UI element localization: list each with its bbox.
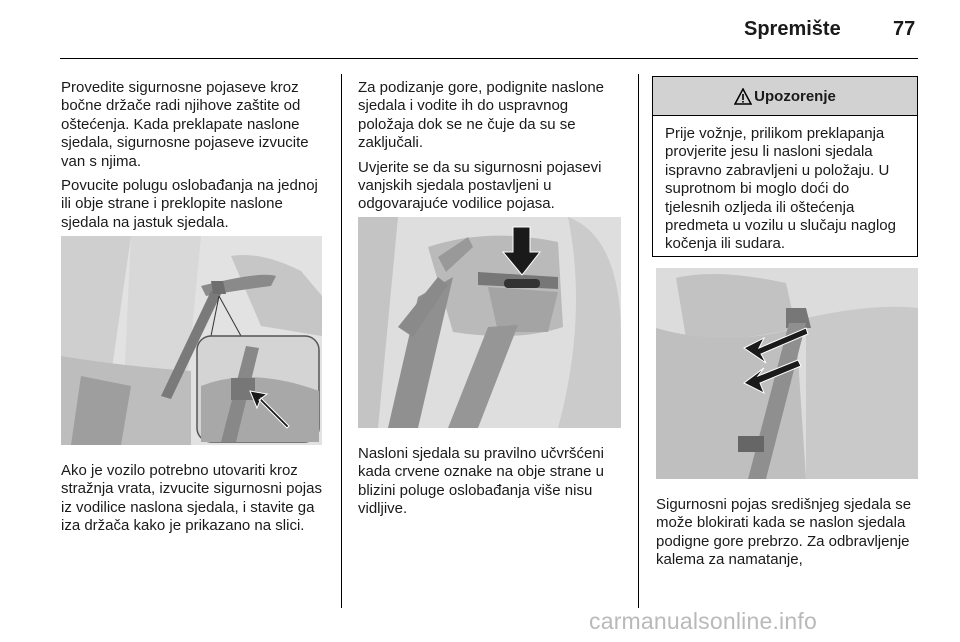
column-2-text (358, 79, 628, 220)
column-3-text-lower (656, 496, 922, 576)
paragraph: Uvjerite se da su sigurnosni pojasevi vanjskih sjedala postavljeni u odgovarajuće vodilice pojasa. (358, 158, 602, 213)
page-number: 77 (893, 18, 916, 40)
warning-box (652, 76, 918, 257)
column-2-text-lower (358, 445, 633, 525)
section-title: Spremište (744, 18, 841, 40)
column-divider-2 (638, 74, 639, 608)
paragraph: Ako je vozilo potrebno utovariti kroz stražnja vrata, izvucite sigurnosni pojas iz vodilice naslona sjedala, i stavite ga iza držača kako je prikazano na slici. (61, 462, 322, 535)
column-divider-1 (341, 74, 342, 608)
warning-header (653, 77, 917, 116)
watermark: carmanualsonline.info (589, 608, 817, 634)
paragraph: Povucite polugu oslobađanja na jednoj ili obje strane i preklopite naslone sjedala na jastuk sjedala. (61, 177, 318, 231)
warning-triangle-icon (734, 88, 752, 105)
column-1-text (61, 79, 329, 238)
header-divider (60, 58, 918, 59)
warning-body: Prije vožnje, prilikom preklapanja provjerite jesu li nasloni sjedala ispravno zabravljeni u položaju. U suprotnom bi moglo doći do tjelesnih ozljeda ili oštećenja predmeta u vozilu u slučaju naglog kočenja ili sudara. (665, 125, 896, 253)
column-1-text-lower (61, 462, 329, 542)
figure-seat-belt-holder (61, 236, 322, 445)
paragraph: Sigurnosni pojas središnjeg sjedala se može blokirati kada se naslon sjedala podigne gore prebrzo. Za odbravljenje kalema za namatanje, (656, 496, 912, 569)
paragraph: Za podizanje gore, podignite naslone sjedala i vodite ih do uspravnog položaja dok se ne čuje da su se zaključali. (358, 79, 605, 152)
figure-belt-guide (358, 217, 621, 428)
page-header (0, 0, 960, 62)
warning-title: Upozorenje (754, 87, 836, 105)
paragraph: Provedite sigurnosne pojaseve kroz bočne držače radi njihove zaštite od oštećenja. Kada preklapate naslone sjedala, sigurnosne pojaseve izvucite van s njima. (61, 79, 309, 170)
figure-center-belt (656, 268, 918, 479)
paragraph: Nasloni sjedala su pravilno učvršćeni kada crvene oznake na obje strane u blizini poluge oslobađanja više nisu vidljive. (358, 445, 604, 518)
